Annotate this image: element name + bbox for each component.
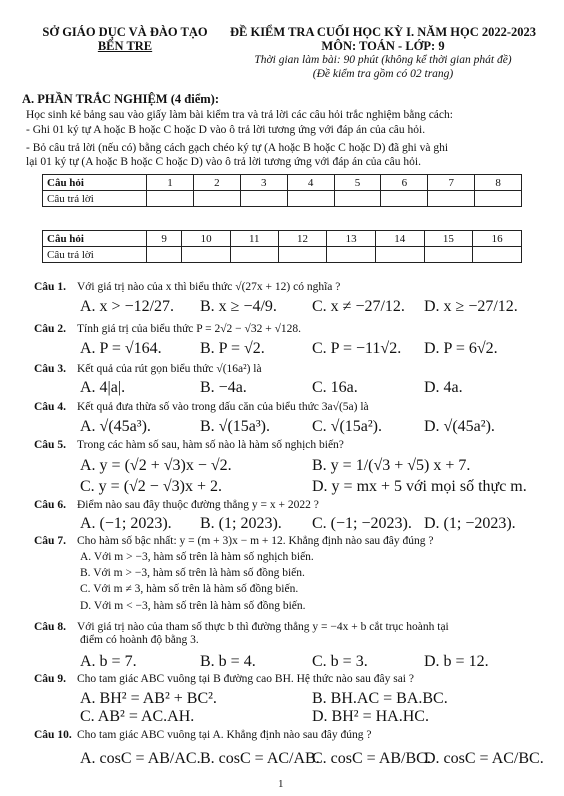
instruction-intro: Học sinh kẻ bảng sau vào giấy làm bài kiểm tra và trả lời các câu hỏi trắc nghiệm bằng cách:: [26, 109, 453, 121]
question-number: Câu 10.: [34, 729, 72, 741]
option-d: D. cosC = AC/BC.: [424, 750, 544, 767]
answer-cell: [147, 191, 194, 207]
question-number: Câu 6.: [34, 499, 66, 511]
option-c: C. √(15a²).: [312, 418, 383, 435]
question-7: [34, 534, 554, 548]
option-c: C. AB² = AC.AH.: [80, 708, 195, 725]
table-row: [43, 175, 522, 191]
option-d: D. √(45a²).: [424, 418, 495, 435]
table-row: [43, 231, 522, 247]
answer-cell: [287, 191, 334, 207]
question-text: Cho tam giác ABC vuông tại B đường cao BH. Hệ thức nào sau đây sai ?: [77, 673, 414, 685]
question-number: Câu 5.: [34, 439, 66, 451]
table-cell: 7: [428, 175, 475, 191]
option-a: A. x > −12/27.: [80, 298, 175, 315]
answer-cell: [327, 247, 376, 263]
table-row: [43, 191, 522, 207]
exam-pages: (Đề kiểm tra gồm có 02 trang): [312, 68, 454, 80]
question-2: [34, 322, 554, 336]
exam-subject: MÔN: TOÁN - LỚP: 9: [321, 39, 445, 53]
question-text-continued: điểm có hoành độ bằng 3.: [80, 634, 199, 646]
answer-cell: [375, 247, 424, 263]
option-a: A. √(45a³).: [80, 418, 151, 435]
question-text: Trong các hàm số sau, hàm số nào là hàm số nghịch biến?: [77, 439, 344, 451]
table-cell: 16: [473, 231, 522, 247]
exam-title: ĐỀ KIỂM TRA CUỐI HỌC KỲ I. NĂM HỌC 2022-2023: [229, 25, 537, 39]
option-d: D. x ≥ −27/12.: [424, 298, 518, 315]
table-cell: 11: [230, 231, 278, 247]
option-a: A. (−1; 2023).: [80, 515, 172, 532]
table-cell: 6: [381, 175, 428, 191]
department-header: [30, 25, 220, 53]
option-a: A. b = 7.: [80, 653, 137, 670]
question-number: Câu 7.: [34, 535, 66, 547]
option-b: B. y = 1/(√3 + √5) x + 7.: [312, 457, 471, 474]
table-row-label: Câu trả lời: [43, 247, 147, 263]
option-a: A. BH² = AB² + BC².: [80, 690, 217, 707]
table-cell: 1: [147, 175, 194, 191]
option-a: A. 4|a|.: [80, 379, 126, 396]
option-a: A. P = √164.: [80, 340, 162, 357]
table-cell: 3: [240, 175, 287, 191]
table-cell: 4: [287, 175, 334, 191]
answer-cell: [240, 191, 287, 207]
answer-cell: [473, 247, 522, 263]
question-text: Tính giá trị của biểu thức P = 2√2 − √32 + √128.: [77, 323, 302, 335]
question-text: Kết quả đưa thừa số vào trong dấu căn của biểu thức 3a√(5a) là: [77, 401, 369, 413]
answer-cell: [424, 247, 473, 263]
question-text: Cho hàm số bậc nhất: y = (m + 3)x − m + 12. Khẳng định nào sau đây đúng ?: [77, 535, 434, 547]
option-b: B. (1; 2023).: [200, 515, 282, 532]
option-d: D. b = 12.: [424, 653, 489, 670]
table-cell: 15: [424, 231, 473, 247]
table-cell: 9: [147, 231, 182, 247]
answer-cell: [475, 191, 522, 207]
answer-cell: [334, 191, 381, 207]
table-row: [43, 247, 522, 263]
table-cell: 14: [375, 231, 424, 247]
question-3: [34, 362, 554, 376]
question-number: Câu 1.: [34, 281, 66, 293]
option-d: D. Với m < −3, hàm số trên là hàm số đồng biến.: [80, 600, 306, 612]
table-cell: 2: [193, 175, 240, 191]
province-name: BẾN TRE: [97, 39, 153, 53]
option-c: C. 16a.: [312, 379, 358, 396]
section-a-title: A. PHẦN TRẮC NGHIỆM (4 điểm):: [22, 92, 219, 106]
answer-cell: [147, 247, 182, 263]
answer-table-2: [42, 230, 522, 263]
option-b: B. √(15a³).: [200, 418, 271, 435]
question-5: [34, 438, 554, 452]
answer-cell: [230, 247, 278, 263]
question-6: [34, 498, 554, 512]
question-8: [34, 620, 554, 634]
option-b: B. BH.AC = BA.BC.: [312, 690, 448, 707]
instruction-rule-2b: lại 01 ký tự (A hoặc B hoặc C hoặc D) vào ô trả lời tương ứng với đáp án của câu hỏi.: [26, 156, 421, 168]
question-number: Câu 3.: [34, 363, 66, 375]
option-b: B. P = √2.: [200, 340, 265, 357]
option-a: A. y = (√2 + √3)x − √2.: [80, 457, 232, 474]
exam-time: Thời gian làm bài: 90 phút (không kể thời gian phát đề): [254, 54, 512, 66]
option-b: B. b = 4.: [200, 653, 256, 670]
question-number: Câu 2.: [34, 323, 66, 335]
page-number: 1: [278, 778, 284, 790]
option-c: C. b = 3.: [312, 653, 368, 670]
department-name: SỞ GIÁO DỤC VÀ ĐÀO TẠO: [42, 25, 208, 39]
question-1: [34, 280, 554, 294]
answer-cell: [381, 191, 428, 207]
option-c: C. Với m ≠ 3, hàm số trên là hàm số đồng biến.: [80, 583, 299, 595]
option-a: A. Với m > −3, hàm số trên là hàm số nghịch biến.: [80, 551, 314, 563]
table-cell: 10: [182, 231, 231, 247]
option-b: B. x ≥ −4/9.: [200, 298, 277, 315]
option-c: C. cosC = AB/BC.: [312, 750, 431, 767]
exam-header: [218, 25, 548, 81]
question-text: Điểm nào sau đây thuộc đường thẳng y = x + 2022 ?: [77, 499, 319, 511]
option-c: C. (−1; −2023).: [312, 515, 412, 532]
answer-cell: [193, 191, 240, 207]
question-10: [34, 728, 554, 742]
option-a: A. cosC = AB/AC.: [80, 750, 201, 767]
answer-cell: [182, 247, 231, 263]
answer-cell: [278, 247, 327, 263]
option-d: D. (1; −2023).: [424, 515, 516, 532]
instruction-rule-2a: - Bỏ câu trả lời (nếu có) bằng cách gạch chéo ký tự (A hoặc B hoặc C hoặc D) đã ghi và ghi: [26, 142, 449, 154]
table-row-label: Câu hỏi: [43, 231, 147, 247]
table-row-label: Câu hỏi: [43, 175, 147, 191]
option-d: D. P = 6√2.: [424, 340, 498, 357]
option-c: C. P = −11√2.: [312, 340, 402, 357]
question-9: [34, 672, 554, 686]
table-cell: 5: [334, 175, 381, 191]
question-text: Kết quả của rút gọn biểu thức √(16a²) là: [77, 363, 262, 375]
option-d: D. BH² = HA.HC.: [312, 708, 429, 725]
option-c: C. y = (√2 − √3)x + 2.: [80, 478, 222, 495]
question-number: Câu 9.: [34, 673, 66, 685]
table-cell: 8: [475, 175, 522, 191]
option-d: D. y = mx + 5 với mọi số thực m.: [312, 478, 527, 495]
answer-cell: [428, 191, 475, 207]
table-cell: 12: [278, 231, 327, 247]
question-4: [34, 400, 554, 414]
option-c: C. x ≠ −27/12.: [312, 298, 405, 315]
instruction-rule-1: - Ghi 01 ký tự A hoặc B hoặc C hoặc D vào ô trả lời tương ứng với đáp án của câu hỏi.: [26, 124, 426, 136]
question-number: Câu 4.: [34, 401, 66, 413]
table-cell: 13: [327, 231, 376, 247]
question-text: Cho tam giác ABC vuông tại A. Khẳng định nào sau đây đúng ?: [77, 729, 372, 741]
question-number: Câu 8.: [34, 621, 66, 633]
option-b: B. −4a.: [200, 379, 247, 396]
question-text: Với giá trị nào của x thì biểu thức √(27x + 12) có nghĩa ?: [77, 281, 341, 293]
option-d: D. 4a.: [424, 379, 463, 396]
question-text: Với giá trị nào của tham số thực b thì đường thẳng y = −4x + b cắt trục hoành tại: [77, 621, 449, 633]
table-row-label: Câu trả lời: [43, 191, 147, 207]
answer-table-1: [42, 174, 522, 207]
option-b: B. cosC = AC/AB.: [200, 750, 320, 767]
option-b: B. Với m > −3, hàm số trên là hàm số đồng biến.: [80, 567, 305, 579]
